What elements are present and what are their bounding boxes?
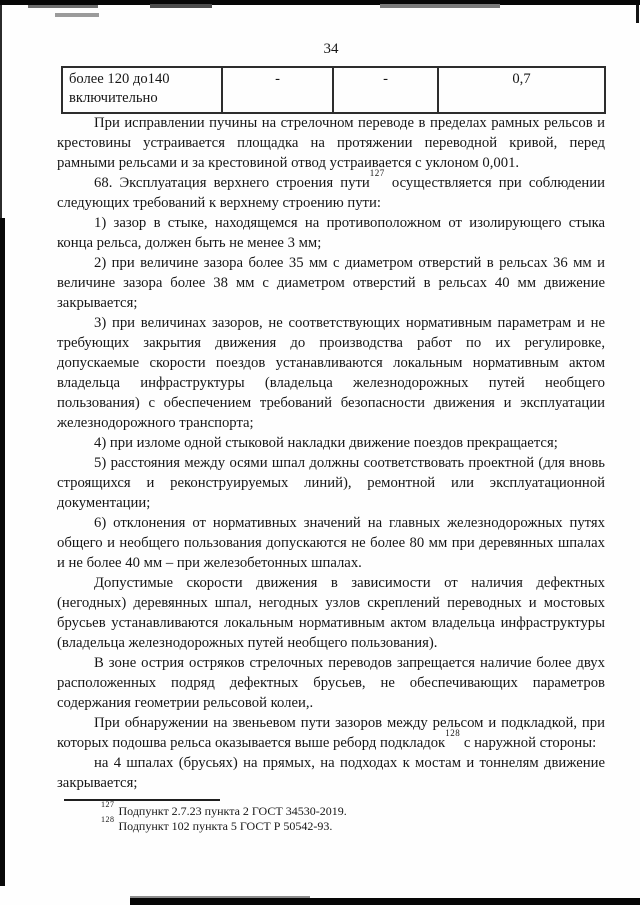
speed-limits-table [61, 66, 606, 114]
paragraph-switch-zone: В зоне острия остряков стрелочных переводов запрещается наличие более двух расположенных подряд дефектных брусьев, не обеспечивающих параметров содержания геометрии рельсовой колеи,. [57, 655, 605, 711]
table-row [62, 67, 605, 113]
scan-artifact-right-tick [636, 5, 639, 23]
scan-artifact-left-bar [0, 218, 5, 886]
paragraph-detect-text: При обнаружении на звеньевом пути зазоров между рельсом и подкладкой, при которых подошва рельса оказывается выше реборд подкладок [57, 715, 605, 751]
paragraph-speeds: Допустимые скорости движения в зависимости от наличия дефектных (негодных) деревянных шпал, негодных узлов скреплений переводных и мостовых брусьев устанавливаются локальным нормативным актом владельца инфраструктуры (владельца железнодорожных путей необщего пользования). [57, 575, 605, 651]
scan-artifact-smudge [380, 4, 500, 8]
paragraph-68-text-cont: осуществляется при соблюдении следующих требований к верхнему строению пути: [57, 175, 605, 211]
scan-artifact-bottom-bar [130, 898, 640, 905]
paragraph-puchina: При исправлении пучины на стрелочном переводе в пределах рамных рельсов и крестовины устраивается площадка на протяжении переводной кривой, перед рамными рельсами и за крестовиной отвод устраивается с уклоном 0,001. [57, 115, 605, 171]
table-cell-value-2: - [333, 67, 438, 113]
scan-artifact-smudge [55, 13, 99, 17]
footnote-ref-128: 128 [445, 728, 461, 739]
table-cell-range: более 120 до140 включительно [62, 67, 222, 113]
paragraph-68 [57, 168, 605, 213]
scan-artifact-left-line [0, 5, 2, 220]
list-item-1: 1) зазор в стыке, находящемся на противоположном от изолирующего стыка конца рельса, должен быть не менее 3 мм; [57, 215, 605, 251]
scan-artifact-smudge [28, 5, 98, 8]
footnote-ref-127: 127 [369, 168, 385, 179]
footnote-127-marker: 127 [101, 800, 115, 809]
footnote-separator [64, 799, 220, 801]
scan-artifact-smudge [150, 4, 212, 8]
footnote-127 [64, 800, 605, 819]
list-item-6: 6) отклонения от нормативных значений на главных железнодорожных путях общего и необщего пользования допускаются не более 80 мм при деревянных шпалах и не более 40 мм – при железобетонных шпалах. [57, 515, 605, 571]
paragraph-detect [57, 713, 605, 753]
footnote-128-marker: 128 [101, 815, 115, 824]
footnote-128 [64, 815, 605, 834]
paragraph-detect-text-cont: с наружной стороны: [460, 735, 597, 751]
footnotes [64, 800, 605, 834]
body-text [57, 113, 605, 834]
paragraph-4-sleepers: на 4 шпалах (брусьях) на прямых, на подходах к мостам и тоннелям движение закрывается; [57, 755, 605, 791]
list-item-3: 3) при величинах зазоров, не соответствующих нормативным параметрам и не требующих закрытия движения до производства работ по их регулировке, допускаемые скорости поездов устанавливаются локальным нормативным актом владельца инфраструктуры (владельца железнодорожных путей необщего пользования) с обеспечением требований безопасности движения и эксплуатации железнодорожного транспорта; [57, 315, 605, 431]
list-item-5: 5) расстояния между осями шпал должны соответствовать проектной (для вновь строящихся и реконструируемых линий), ремонтной или эксплуатационной документации; [57, 455, 605, 511]
footnote-127-text: Подпункт 2.7.23 пункта 2 ГОСТ 34530-2019. [118, 804, 347, 818]
paragraph-68-text: 68. Эксплуатация верхнего строения пути [94, 175, 370, 191]
list-item-2: 2) при величине зазора более 35 мм с диаметром отверстий в рельсах 36 мм и величине зазора более 38 мм с диаметром отверстий в рельсах 40 мм движение закрывается; [57, 255, 605, 311]
table-cell-value-3: 0,7 [438, 67, 605, 113]
table-cell-value-1: - [222, 67, 333, 113]
footnote-128-text: Подпункт 102 пункта 5 ГОСТ Р 50542-93. [118, 819, 333, 833]
list-item-4: 4) при изломе одной стыковой накладки движение поездов прекращается; [94, 435, 558, 451]
page-number: 34 [323, 41, 339, 57]
